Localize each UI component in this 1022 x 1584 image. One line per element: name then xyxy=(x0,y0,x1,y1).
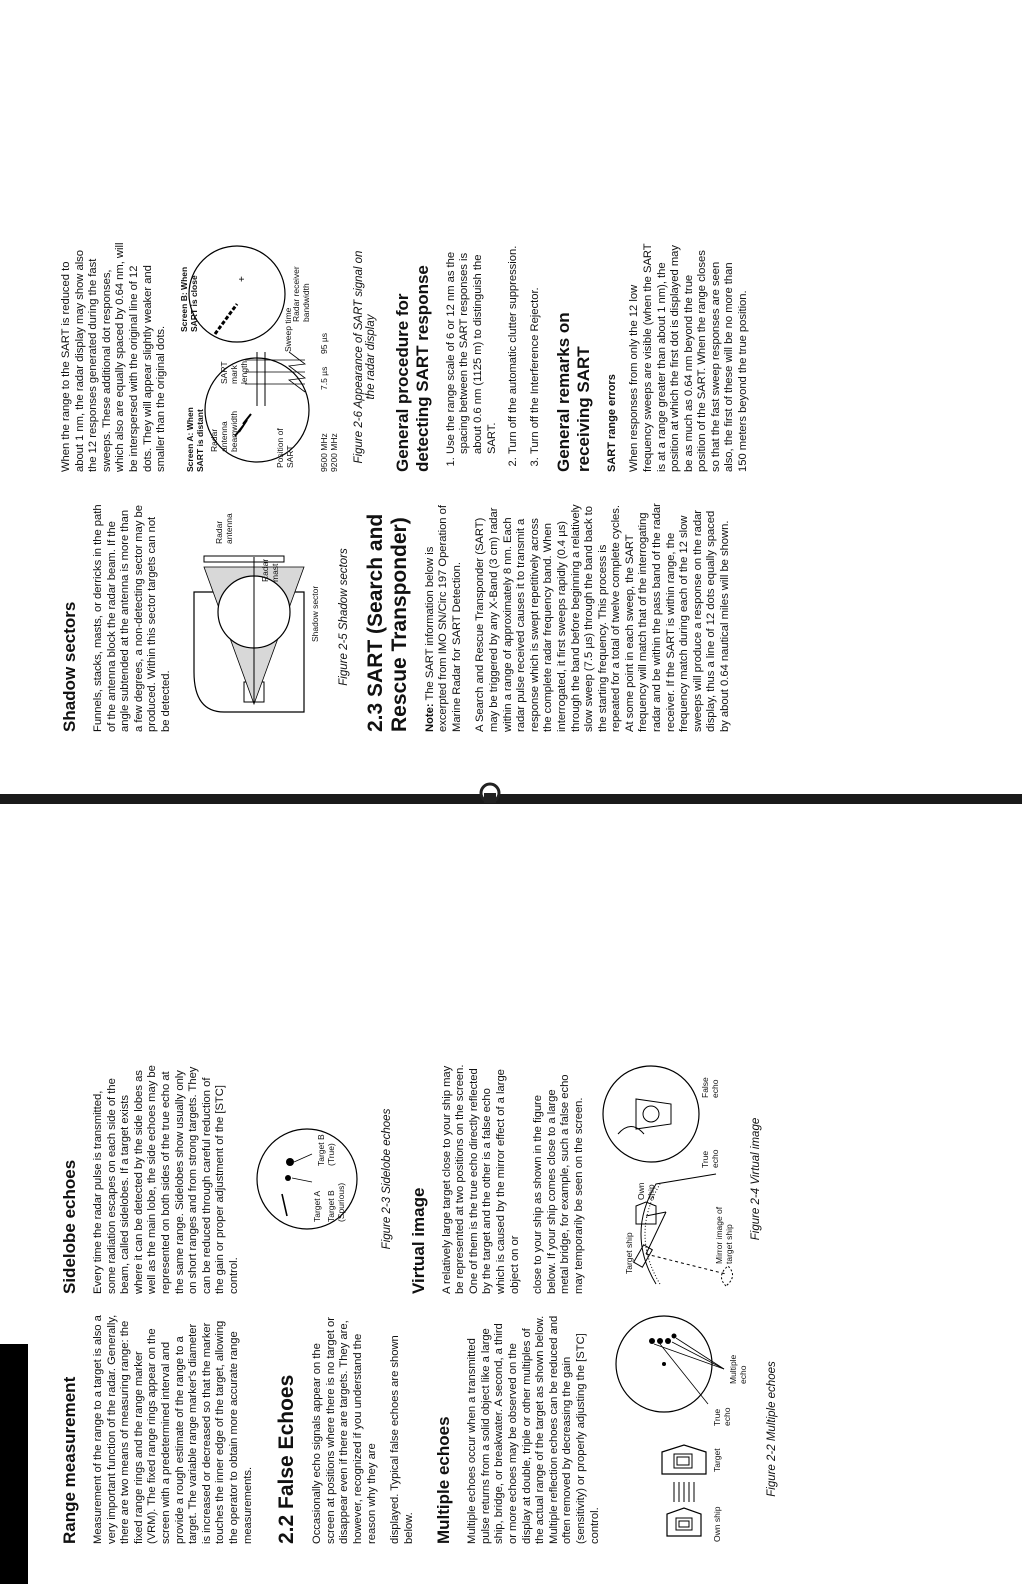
multiple-echoes-body: Multiple echoes occur when a transmitted pulse returns from a solid object like a large ship, bridge, or breakwater. A second, a third or more echoes may be observed on the display at double, triple or other multiples of the actual range of the target as shown below. Multiple reflection echoes can be reduced and often removed by decreasing the gain (sensitivity) or properly adjusting the [STC] control. xyxy=(466,1315,601,1544)
general-procedure-heading: General procedure for detecting SART response xyxy=(392,265,432,472)
true-echo-label: True echo xyxy=(700,1149,721,1168)
target-a-label: Target A xyxy=(311,1190,322,1222)
false-echoes-body: Occasionally echo signals appear on the screen at positions where there is no target or disappear even if there are targets. They are, however, recognized if you understand the reason why they are xyxy=(311,1317,378,1544)
sart-range-errors-subheading: SART range errors xyxy=(606,374,619,472)
fast-sweep-time-label: 7.5 µs xyxy=(318,366,329,390)
virtual-image-heading: Virtual image xyxy=(408,1187,428,1294)
sart-body: A Search and Rescue Transponder (SART) may be triggered by any X-Band (3 cm) radar within a range of approximately 8 nm. Each radar pulse received causes it to transmit a response which is swept repetitively across the complete radar frequency band. When interrogated, it first sweeps rapidly (0.4 µs) through the band before beginning a relatively slow sweep (7.5 µs) through the band back to the starting frequency. This process is repeated for a total of twelve complete cycles. At some point in each sweep, the SART frequency will match that of the interrogating radar and be within the pass band of the radar receiver. If the SART is within range, the frequency match during each of the 12 slow sweeps will produce a response on the radar display, thus a line of 12 dots equally spaced by about 0.64 nautical miles will be shown. xyxy=(474,503,732,732)
sweep-time-label: Sweep time xyxy=(282,307,293,352)
sart-mark-length-label: SART mark length xyxy=(218,360,249,384)
false-echoes-body-cont: displayed. Typical false echoes are shown below. xyxy=(389,1335,415,1544)
false-echoes-heading: 2.2 False Echoes xyxy=(275,1374,299,1544)
screen-a-label: Screen A: When SART is distant xyxy=(184,407,205,472)
target-ship-label: Target ship xyxy=(624,1232,635,1274)
false-echo-label: False echo xyxy=(700,1077,721,1098)
sart-heading: 2.3 SART (Search and Rescue Transponder) xyxy=(363,513,411,732)
figure-shadow-sectors xyxy=(184,502,334,732)
radar-antenna-label: Radar antenna xyxy=(213,513,234,544)
figure-virtual-image xyxy=(596,1064,746,1294)
multiple-echoes-heading: Multiple echoes xyxy=(434,1416,454,1544)
virtual-image-body-cont: close to your ship as shown in the figure below. If your ship comes close to a large metal bridge, for example, such a false echo may temporarily be seen on the screen. xyxy=(532,1074,585,1294)
figure-2-3-caption: Figure 2-3 Sidelobe echoes xyxy=(380,1108,393,1250)
procedure-step-3: 3. Turn off the Interference Rejector. xyxy=(529,242,543,454)
procedure-step-2: 2. Turn off the automatic clutter suppression. xyxy=(507,242,521,454)
general-procedure-list xyxy=(445,242,543,472)
left-page xyxy=(0,792,1022,1584)
range-measurement-body: Measurement of the range to a target is also a very important function of the radar. Generally, there are two means of measuring range: the fixed range rings and the range marker (VRM). The fixed range rings appear on the screen with a predetermined interval and provide a rough estimate of the range to a target. The variable range marker's diameter is increased or decreased so that the marker touches the inner edge of the target, allowing the operator to obtain more accurate range measurements. xyxy=(92,1314,254,1544)
general-remarks-heading: General remarks on receiving SART xyxy=(554,312,594,472)
target-b-spurious-label: Target B (Spurious) xyxy=(325,1182,346,1222)
own-ship-label: Own ship xyxy=(636,1182,657,1200)
radar-mast-label: Radar mast xyxy=(259,558,280,582)
own-ship-label: Own ship xyxy=(712,1506,723,1542)
left-column-1 xyxy=(60,1314,792,1544)
figure-2-2-caption: Figure 2-2 Multiple echoes xyxy=(766,1361,779,1497)
right-column-2 xyxy=(60,242,761,472)
radar-receiver-bandwidth-label: Radar receiver bandwidth xyxy=(290,266,311,322)
position-of-sart-label: Position of SART xyxy=(274,428,295,468)
shadow-sector-label: Shadow sector xyxy=(309,585,320,642)
virtual-image-body: A relatively large target close to your ship may be represented at two positions on the screen. One of them is the true echo directly reflected by the target and the other is a false echo which is caused by the mirror effect of a large object on or xyxy=(440,1064,521,1294)
figure-2-6-caption: Figure 2-6 Appearance of SART signal on the radar display xyxy=(352,250,377,464)
svg-text:+: + xyxy=(236,276,248,282)
figure-2-4-caption: Figure 2-4 Virtual image xyxy=(750,1117,763,1241)
target-b-true-label: Target B (True) xyxy=(315,1134,336,1166)
figure-2-5-caption: Figure 2-5 Shadow sectors xyxy=(337,548,350,686)
right-column-1 xyxy=(60,502,743,732)
sart-close-body: When the range to the SART is reduced to about 1 nm, the radar display may show also the 12 responses generated during the fast sweeps. These additional dot responses, which also are equally spaced by 0.64 nm, will be interspersed with the original line of 12 dots. They will appear slightly weaker and smaller than the original dots. xyxy=(60,242,168,472)
target-label: Target xyxy=(712,1448,723,1472)
true-echo-label: True echo xyxy=(712,1407,733,1426)
freq-9200-label: 9200 MHz xyxy=(328,433,339,472)
sidelobe-echoes-diagram xyxy=(252,1064,377,1294)
mirror-image-label: Mirror image of target ship xyxy=(714,1206,735,1264)
general-remarks-body: When responses from only the 12 low frequency sweeps are visible (when the SART is at a range greater than about 1 nm), the position at which the first dot is displayed may be as much as 0.64 nm beyond the true position of the SART. When the range closes so that the fast sweep responses are seen also, the first of these will be no more than 150 meters beyond the true position. xyxy=(628,243,750,472)
slow-sweep-time-label: 95 µs xyxy=(318,333,329,354)
figure-sidelobe-echoes xyxy=(252,1064,377,1294)
radar-antenna-beamwidth-label: Radar antenna beamwidth xyxy=(208,410,239,452)
range-measurement-heading: Range measurement xyxy=(60,1376,79,1544)
shadow-sectors-heading: Shadow sectors xyxy=(60,601,79,732)
sidelobe-echoes-heading: Sidelobe echoes xyxy=(60,1159,79,1294)
figure-sart-signal xyxy=(179,242,349,472)
procedure-step-1: 1. Use the range scale of 6 or 12 nm as the spacing between the SART responses is about 0.6 nm (1125 m) to distinguish the SART. xyxy=(445,242,499,454)
shadow-sectors-body: Funnels, stacks, masts, or derricks in the path of the antenna block the radar beam. If the angle subtended at the antenna is more than a few degrees, a non-detecting sector may be produced. Within this sector targets can not be detected. xyxy=(92,504,172,732)
note-text: The SART information below is excerpted from IMO SN/Circ 197 Operation of Marine Radar for SART Detection. xyxy=(423,505,463,732)
freq-9500-label: 9500 MHz xyxy=(318,433,329,472)
multiple-echo-label: Multiple echo xyxy=(728,1354,749,1384)
screen-b-label: Screen B: When SART is close xyxy=(178,266,199,332)
figure-multiple-echoes xyxy=(612,1314,762,1544)
sidelobe-echoes-body: Every time the radar pulse is transmitted, some radiation escapes on each side of the beam, called sidelobes. If a target exists where it can be detected by the side lobes as well as the main lobe, the side echoes may be represented on both sides of the true echo at the same range. Sidelobes show usually only on short ranges and from strong targets. They can be reduced through careful reduction of the gain or proper adjustment of the [STC] control. xyxy=(92,1065,240,1294)
note-label: Note: xyxy=(423,703,436,732)
sart-note xyxy=(424,502,465,732)
left-column-2 xyxy=(60,1064,776,1294)
